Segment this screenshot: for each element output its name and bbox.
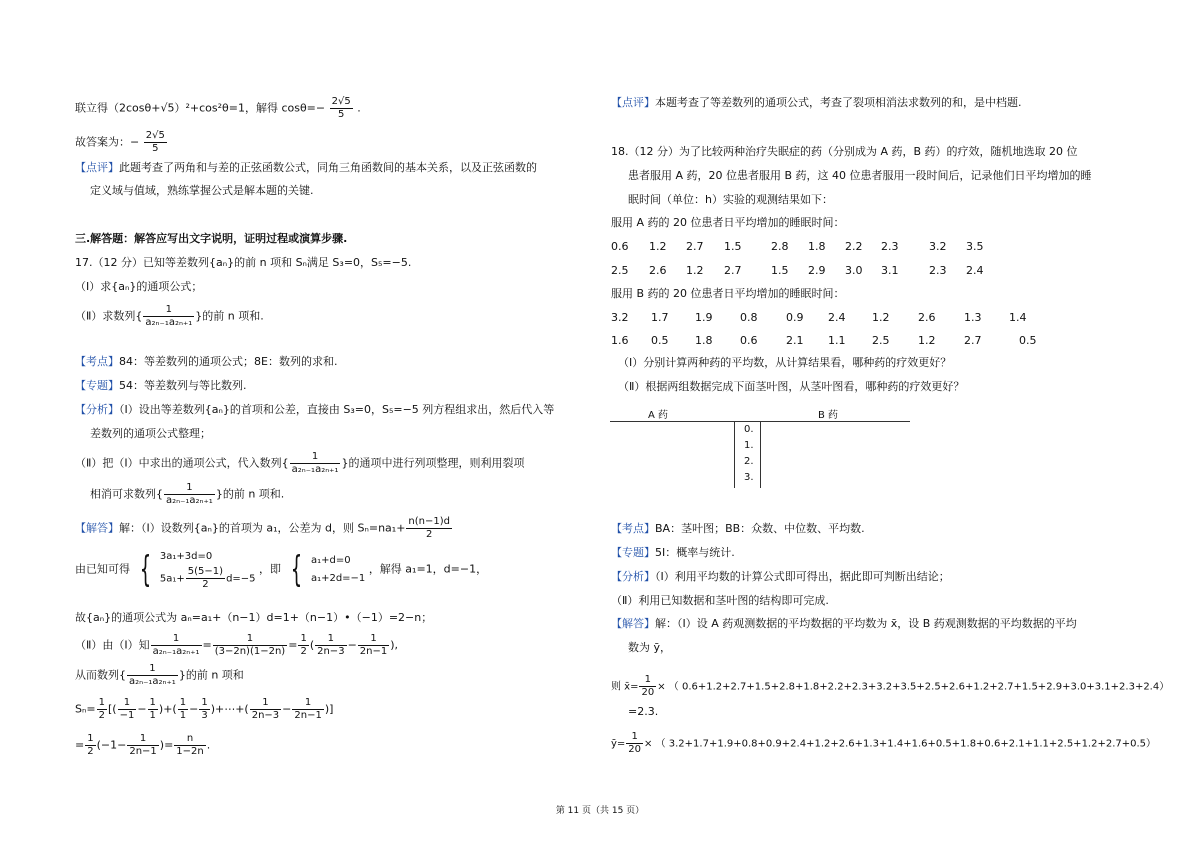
fraction bbox=[148, 697, 158, 722]
denominator: 2n−1 bbox=[294, 710, 322, 721]
text: 此题考查了两角和与差的正弦函数公式，同角三角函数间的基本关系，以及正弦函数的 bbox=[119, 161, 537, 174]
data-value: 0.9 bbox=[786, 311, 804, 324]
fraction bbox=[127, 663, 178, 688]
fraction bbox=[292, 697, 323, 722]
fenxi-line-1 bbox=[75, 403, 554, 417]
denominator: −1 bbox=[119, 710, 135, 721]
jieda-line-6: Sₙ= $\frac{1}{2}$ [( $\frac{1}{-1}$ − $\frac{1}{1}$ )+( $\frac{1}{1}$ − $\frac{1}{3}$ )+⋯+( $\frac{1}{2n-3}$ − $\frac{1}{2n-1}$ )] bbox=[75, 697, 334, 721]
text: )+⋯+( bbox=[210, 702, 249, 716]
question-18-part-2: （Ⅱ）根据两组数据完成下面茎叶图，从茎叶图看，哪种药的疗效更好？ bbox=[618, 380, 965, 393]
numerator: 2√5 bbox=[145, 130, 165, 141]
data-value: 1.8 bbox=[808, 240, 826, 253]
data-value: 1.9 bbox=[695, 311, 713, 324]
data-value: 2.6 bbox=[649, 264, 667, 277]
denominator: (3−2n)(1−2n) bbox=[214, 646, 286, 657]
text: 解：（Ⅰ）设 A 药观测数据的平均数据的平均数为 x̄，设 B 药观测数据的平均数据的平均 bbox=[655, 617, 1077, 630]
fenxi-line-r1 bbox=[611, 570, 950, 584]
denominator: 1 bbox=[149, 710, 156, 721]
fraction bbox=[178, 697, 188, 722]
denominator: a₂ₙ₋₁a₂ₙ₊₁ bbox=[129, 676, 176, 687]
stem-divider-right bbox=[760, 421, 761, 488]
numerator: 1 bbox=[290, 451, 341, 464]
stem-value: 0. bbox=[744, 424, 754, 435]
data-value: 1.2 bbox=[649, 240, 667, 253]
numerator: 1 bbox=[127, 663, 178, 676]
data-value: 2.5 bbox=[611, 264, 629, 277]
data-value: 1.5 bbox=[724, 240, 742, 253]
text: × （ 3.2+1.7+1.9+0.8+0.9+2.4+1.2+2.6+1.3+1.4+1.6+0.5+1.8+0.6+2.1+1.1+2.5+1.2+2.7+0.5） bbox=[644, 738, 1157, 750]
denominator: a₂ₙ₋₁a₂ₙ₊₁ bbox=[145, 317, 193, 328]
text: 5a₁+ bbox=[159, 573, 185, 585]
data-value: 3.1 bbox=[881, 264, 899, 277]
zhuanti-tag: 【专题】 bbox=[75, 379, 119, 392]
kaodian-line-r bbox=[611, 522, 865, 536]
data-value: 2.7 bbox=[724, 264, 742, 277]
text: 由已知可得 bbox=[75, 562, 130, 576]
combine-line bbox=[75, 96, 361, 121]
fraction bbox=[164, 482, 215, 507]
data-value: 2.3 bbox=[929, 264, 947, 277]
fraction bbox=[143, 304, 194, 329]
text: 相消可求数列{ bbox=[90, 487, 163, 501]
text: 5I：概率与统计. bbox=[655, 546, 735, 559]
fraction bbox=[406, 516, 452, 541]
denominator: 1−2n bbox=[176, 746, 204, 757]
fenxi-line-4 bbox=[90, 482, 284, 507]
fenxi-tag: 【分析】 bbox=[611, 570, 655, 583]
denominator: 2n−1 bbox=[129, 746, 157, 757]
jieda-tag: 【解答】 bbox=[75, 521, 119, 535]
zhuanti-line bbox=[75, 379, 247, 393]
text: 从而数列{ bbox=[75, 668, 126, 682]
data-value: 0.6 bbox=[611, 240, 629, 253]
comment-line-2: 定义域与值域，熟练掌握公式是解本题的关键. bbox=[90, 184, 314, 197]
comment-tag: 【点评】 bbox=[75, 161, 119, 174]
denominator: 2 bbox=[300, 646, 307, 657]
mean-x-line bbox=[611, 674, 1169, 699]
text: （Ⅰ）利用平均数的计算公式即可得出，据此即可判断出结论； bbox=[655, 570, 950, 583]
numerator: 1 bbox=[292, 697, 323, 710]
text: （Ⅱ）把（Ⅰ）中求出的通项公式，代入数列{ bbox=[75, 456, 289, 470]
jieda-line-7 bbox=[75, 733, 210, 758]
denominator: a₂ₙ₋₁a₂ₙ₊₁ bbox=[166, 495, 213, 506]
data-value: 2.6 bbox=[918, 311, 936, 324]
formula: Sₙ=na₁+ bbox=[357, 521, 406, 535]
numerator: 1 bbox=[118, 697, 137, 710]
numerator: 1 bbox=[626, 731, 643, 744]
text: 联立得（2cosθ+√5）²+cos²θ=1，解得 cosθ=− bbox=[75, 101, 326, 115]
denominator: 20 bbox=[628, 744, 642, 755]
dianping-line bbox=[611, 96, 1022, 110]
dianping-tag: 【点评】 bbox=[611, 96, 655, 109]
denominator: 2n−3 bbox=[317, 646, 345, 657]
jieda-line-r1 bbox=[611, 617, 1077, 631]
fraction bbox=[144, 130, 167, 155]
fraction bbox=[127, 733, 158, 758]
jieda-tag: 【解答】 bbox=[611, 617, 655, 630]
answer-line bbox=[75, 130, 168, 155]
denominator: 2 bbox=[426, 529, 433, 540]
question-18-line-2: 患者服用 A 药，20 位患者服用 B 药，这 40 位患者服用一段时间后，记录他们日平均增加的睡 bbox=[628, 169, 1092, 182]
data-value: 2.4 bbox=[828, 311, 846, 324]
drug-a-title: 服用 A 药的 20 位患者日平均增加的睡眠时间： bbox=[611, 216, 845, 229]
stem-leaf-diagram bbox=[610, 404, 910, 492]
denominator: 1 bbox=[179, 710, 187, 721]
system-row: a₁+d=0 bbox=[310, 554, 351, 566]
data-value: 1.3 bbox=[964, 311, 982, 324]
system-row bbox=[160, 566, 256, 591]
text: Sₙ= bbox=[75, 702, 96, 716]
denominator: 3 bbox=[201, 710, 208, 721]
page-footer: 第 11 页（共 15 页） bbox=[555, 806, 645, 816]
numerator: 1 bbox=[127, 733, 158, 746]
text: ȳ= bbox=[611, 738, 626, 750]
system-1 bbox=[160, 548, 256, 591]
denominator: 2 bbox=[202, 579, 209, 590]
denominator: 2n−3 bbox=[251, 710, 280, 721]
text: . bbox=[206, 738, 211, 752]
denominator: 20 bbox=[641, 687, 655, 698]
text: 解：（Ⅰ）设数列{aₙ}的首项为 a₁，公差为 d，则 bbox=[119, 521, 354, 535]
section-heading: 三.解答题：解答应写出文字说明，证明过程或演算步骤. bbox=[75, 232, 348, 245]
data-value: 1.5 bbox=[771, 264, 789, 277]
data-value: 0.5 bbox=[651, 334, 669, 347]
stem-value: 1. bbox=[744, 440, 754, 451]
data-value: 2.7 bbox=[964, 334, 982, 347]
jieda-line-5 bbox=[75, 663, 244, 688]
text: }的通项中进行列项整理，则利用裂项 bbox=[341, 456, 525, 470]
data-value: 2.3 bbox=[881, 240, 899, 253]
stem-header-a: A 药 bbox=[648, 410, 669, 421]
fenxi-tag: 【分析】 bbox=[75, 403, 119, 416]
fenxi-line-r2: （Ⅱ）利用已知数据和茎叶图的结构即可完成. bbox=[611, 594, 829, 607]
data-value: 1.7 bbox=[651, 311, 669, 324]
stem-value: 2. bbox=[744, 456, 754, 467]
text: 84：等差数列的通项公式；8E：数列的求和. bbox=[119, 355, 338, 368]
data-value: 1.8 bbox=[695, 334, 713, 347]
numerator: n(n−1)d bbox=[408, 516, 450, 527]
data-value: 2.7 bbox=[686, 240, 704, 253]
text: }的前 n 项和 bbox=[178, 668, 244, 682]
text: BA：茎叶图；BB：众数、中位数、平均数. bbox=[655, 522, 865, 535]
data-value: 2.4 bbox=[966, 264, 984, 277]
denominator: 2 bbox=[87, 746, 94, 757]
data-value: 0.5 bbox=[1019, 334, 1037, 347]
text: (−1− bbox=[96, 738, 127, 752]
fraction bbox=[174, 733, 205, 758]
data-value: 0.6 bbox=[740, 334, 758, 347]
text: )= bbox=[159, 738, 174, 752]
numerator: 1 bbox=[179, 697, 187, 708]
data-value: 2.5 bbox=[872, 334, 890, 347]
text: 本题考查了等差数列的通项公式，考查了裂项相消法求数列的和，是中档题. bbox=[655, 96, 1022, 109]
data-value: 2.8 bbox=[771, 240, 789, 253]
comment-line-1 bbox=[75, 161, 537, 175]
numerator: 2√5 bbox=[331, 96, 351, 107]
text: 故答案为：− bbox=[75, 135, 140, 149]
denominator: 2n−1 bbox=[359, 646, 388, 657]
fraction bbox=[298, 633, 308, 658]
stem-header-b: B 药 bbox=[818, 410, 839, 421]
denominator: a₂ₙ₋₁a₂ₙ₊₁ bbox=[152, 646, 200, 657]
text: }的前 n 项和. bbox=[195, 309, 264, 323]
fraction bbox=[290, 451, 341, 476]
text: d=−5 bbox=[226, 573, 256, 585]
brace: { bbox=[139, 548, 151, 590]
text: （Ⅱ）求数列{ bbox=[75, 309, 143, 323]
data-value: 1.4 bbox=[1009, 311, 1027, 324]
fraction bbox=[639, 674, 656, 699]
numerator: 1 bbox=[201, 697, 208, 708]
numerator: 5(5−1) bbox=[187, 566, 224, 577]
fraction bbox=[213, 633, 288, 658]
fraction bbox=[315, 633, 346, 658]
question-18-line-3: 眠时间（单位：h）实验的观测结果如下： bbox=[628, 193, 833, 206]
text: = bbox=[75, 738, 85, 752]
brace: { bbox=[290, 548, 302, 590]
denominator: a₂ₙ₋₁a₂ₙ₊₁ bbox=[291, 464, 339, 475]
numerator: 1 bbox=[87, 733, 94, 744]
fenxi-line-3 bbox=[75, 451, 524, 476]
system-row: a₁+2d=−1 bbox=[310, 572, 366, 584]
text: . bbox=[357, 101, 361, 115]
jieda-system-line bbox=[75, 548, 487, 591]
numerator: 1 bbox=[164, 482, 215, 495]
data-value: 1.1 bbox=[828, 334, 846, 347]
question-17: 17.（12 分）已知等差数列{aₙ}的前 n 项和 Sₙ满足 S₃=0，S₅=−5. bbox=[75, 256, 412, 269]
fenxi-line-2: 差数列的通项公式整理； bbox=[90, 427, 211, 440]
numerator: 1 bbox=[358, 633, 389, 646]
numerator: 1 bbox=[149, 697, 156, 708]
data-value: 1.6 bbox=[611, 334, 629, 347]
jieda-line-4: （Ⅱ）由（Ⅰ）知 $\frac{1}{\text{a₂ₙ₋₁a₂ₙ₊₁}}$ = $\frac{1}{(3-2n)(1-2n)}$ = $\frac{1}{2}$ ( $\frac{1}{2n-3}$ − $\frac{1}{2n-1}$ ), bbox=[75, 633, 399, 657]
data-value: 3.0 bbox=[845, 264, 863, 277]
data-value: 3.2 bbox=[929, 240, 947, 253]
fraction bbox=[118, 697, 137, 722]
data-value: 1.2 bbox=[918, 334, 936, 347]
mean-x-result: =2.3. bbox=[628, 705, 659, 718]
text: }的前 n 项和. bbox=[215, 487, 285, 501]
data-value: 3.2 bbox=[611, 311, 629, 324]
numerator: 1 bbox=[639, 674, 656, 687]
fraction bbox=[199, 697, 209, 722]
text: )] bbox=[324, 702, 334, 716]
kaodian-tag: 【考点】 bbox=[611, 522, 655, 535]
numerator: n bbox=[174, 733, 205, 746]
text: 则 x̄= bbox=[611, 681, 639, 693]
numerator: 1 bbox=[213, 633, 288, 646]
question-18-line-1: 18.（12 分）为了比较两种治疗失眠症的药（分别成为 A 药，B 药）的疗效，随机地选取 20 位 bbox=[611, 145, 1078, 158]
fraction bbox=[85, 733, 95, 758]
data-value: 3.5 bbox=[966, 240, 984, 253]
zhuanti-line-r bbox=[611, 546, 735, 560]
denominator: 2 bbox=[98, 710, 105, 721]
zhuanti-tag: 【专题】 bbox=[611, 546, 655, 559]
jieda-line-1 bbox=[75, 516, 453, 541]
data-value: 1.2 bbox=[686, 264, 704, 277]
question-17-part-2 bbox=[75, 304, 264, 329]
numerator: 1 bbox=[151, 633, 202, 646]
jieda-line-r2: 数为 ȳ， bbox=[628, 641, 672, 654]
denominator: 5 bbox=[152, 143, 159, 154]
data-value: 1.2 bbox=[872, 311, 890, 324]
stem-value: 3. bbox=[744, 472, 754, 483]
numerator: 1 bbox=[98, 697, 105, 708]
text: × （ 0.6+1.2+2.7+1.5+2.8+1.8+2.2+2.3+3.2+3.5+2.5+2.6+1.2+2.7+1.5+2.9+3.0+3.1+2.3+2.4） bbox=[657, 681, 1170, 693]
fraction bbox=[250, 697, 281, 722]
question-17-part-1: （Ⅰ）求{aₙ}的通项公式； bbox=[75, 280, 203, 293]
fraction bbox=[358, 633, 389, 658]
fraction bbox=[186, 566, 225, 591]
fraction bbox=[330, 96, 353, 121]
kaodian-line bbox=[75, 355, 337, 369]
fraction bbox=[626, 731, 643, 756]
system-row: 3a₁+3d=0 bbox=[159, 551, 213, 562]
text: （Ⅱ）由（Ⅰ）知 bbox=[75, 638, 150, 652]
numerator: 1 bbox=[315, 633, 346, 646]
data-value: 2.1 bbox=[786, 334, 804, 347]
text: 54：等差数列与等比数列. bbox=[119, 379, 247, 392]
data-value: 2.2 bbox=[845, 240, 863, 253]
denominator: 5 bbox=[337, 109, 345, 120]
mean-y-line bbox=[611, 731, 1156, 756]
numerator: 1 bbox=[300, 633, 307, 644]
stem-divider-left bbox=[734, 421, 735, 488]
jieda-line-3: 故{aₙ}的通项公式为 aₙ=a₁+（n−1）d=1+（n−1）•（−1）=2−n； bbox=[75, 611, 433, 624]
data-value: 0.8 bbox=[740, 311, 758, 324]
fraction bbox=[151, 633, 202, 658]
drug-b-title: 服用 B 药的 20 位患者日平均增加的睡眠时间： bbox=[611, 287, 845, 300]
kaodian-tag: 【考点】 bbox=[75, 355, 119, 368]
question-18-part-1: （Ⅰ）分别计算两种药的平均数，从计算结果看，哪种药的疗效更好？ bbox=[618, 356, 952, 369]
numerator: 1 bbox=[143, 304, 194, 317]
system-2 bbox=[311, 552, 365, 588]
text: ，即 bbox=[259, 562, 282, 576]
numerator: 1 bbox=[250, 697, 281, 710]
text: ，解得 a₁=1，d=−1， bbox=[368, 562, 488, 576]
fraction bbox=[97, 697, 107, 722]
text: （Ⅰ）设出等差数列{aₙ}的首项和公差，直接由 S₃=0，S₅=−5 列方程组求出，然后代入等 bbox=[119, 403, 555, 416]
text: [( bbox=[107, 702, 117, 716]
data-value: 2.9 bbox=[808, 264, 826, 277]
